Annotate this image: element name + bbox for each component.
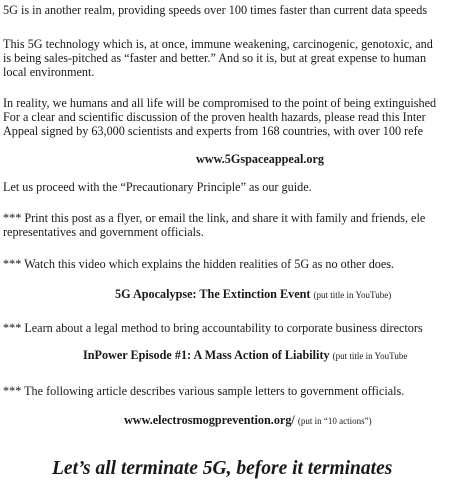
paragraph-line: *** Print this post as a flyer, or email the link, and share it with family and friends, ele [3,211,426,225]
paragraph-line: For a clear and scientific discussion of the proven health hazards, please read this Inter [3,110,426,124]
paragraph-line: In reality, we humans and all life will be compromised to the point of being extinguished [3,96,437,110]
inpower-title-note: (put title in YouTube [332,351,408,361]
paragraph-line: This 5G technology which is, at once, immune weakening, carcinogenic, genotoxic, and [3,37,433,51]
paragraph-line: 5G is in another realm, providing speeds over 100 times faster than current data speeds [3,3,428,17]
link-5gspaceappeal[interactable]: www.5Gspaceappeal.org [196,152,324,166]
closing-slogan: Let’s all terminate 5G, before it terminates [52,458,393,479]
paragraph-line: local environment. [3,65,95,79]
inpower-title [83,348,407,363]
video-title [115,287,391,302]
link2-note: (put in “10 actions”) [297,416,372,426]
document-page [3,0,455,486]
paragraph-line: *** Learn about a legal method to bring accountability to corporate business directors [3,321,423,335]
inpower-title-text: InPower Episode #1: A Mass Action of Liability [83,348,330,362]
video-title-text: 5G Apocalypse: The Extinction Event [115,287,311,301]
paragraph-line: Appeal signed by 63,000 scientists and experts from 168 countries, with over 100 refe [3,124,424,138]
paragraph-line: *** The following article describes various sample letters to government officials. [3,384,405,398]
paragraph-line: *** Watch this video which explains the hidden realities of 5G as no other does. [3,257,395,271]
paragraph-line: representatives and government officials. [3,225,204,239]
electrosmog-link-line [124,413,372,428]
paragraph-line: is being sales-pitched as “faster and better.” And so it is, but at great expense to human [3,51,427,65]
paragraph-line: Let us proceed with the “Precautionary Principle” as our guide. [3,180,312,194]
video-title-note: (put title in YouTube) [313,290,392,300]
link-electrosmogprevention[interactable]: www.electrosmogprevention.org/ [124,413,295,427]
